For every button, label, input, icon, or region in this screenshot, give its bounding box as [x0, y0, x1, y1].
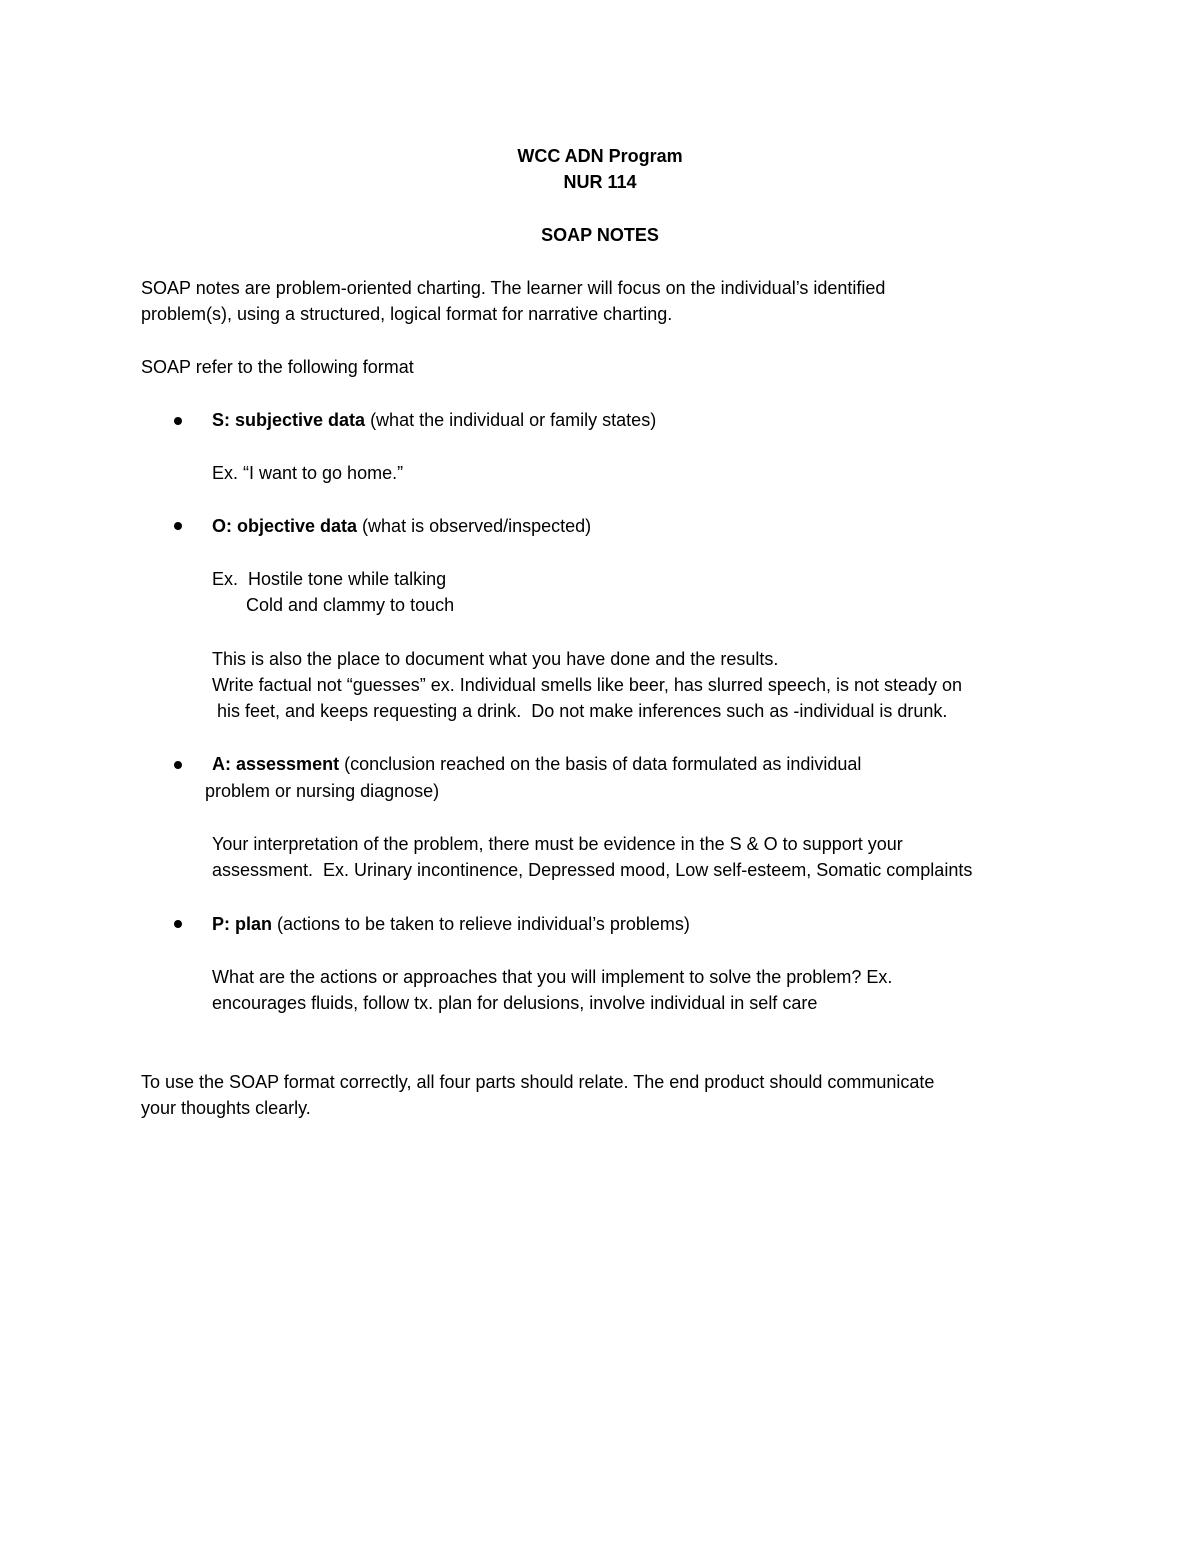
- document-title: SOAP NOTES: [541, 225, 659, 245]
- closing-line-2: your thoughts clearly.: [141, 1098, 311, 1118]
- section-p-note-2: encourages fluids, follow tx. plan for delusions, involve individual in self care: [212, 993, 818, 1013]
- intro-line-2: problem(s), using a structured, logical format for narrative charting.: [141, 304, 673, 324]
- bullet-s: [174, 417, 182, 425]
- closing-line-1: To use the SOAP format correctly, all four parts should relate. The end product should communicate: [141, 1072, 935, 1092]
- section-p-heading: [212, 911, 690, 937]
- section-a-desc-2: problem or nursing diagnose): [205, 781, 440, 801]
- bullet-a: [174, 761, 182, 769]
- section-o-desc: (what is observed/inspected): [357, 516, 592, 536]
- section-o-label: O: objective data: [212, 516, 358, 536]
- section-o-example-2: Cold and clammy to touch: [246, 595, 455, 615]
- section-a-note-1: Your interpretation of the problem, there must be evidence in the S & O to support your: [212, 834, 903, 854]
- section-o-example-1: Ex. Hostile tone while talking: [212, 569, 447, 589]
- section-p-desc: (actions to be taken to relieve individual’s problems): [272, 914, 690, 934]
- section-a-note-2: assessment. Ex. Urinary incontinence, Depressed mood, Low self-esteem, Somatic complaints: [212, 860, 973, 880]
- section-o-heading: [212, 513, 591, 539]
- section-a-desc: (conclusion reached on the basis of data formulated as individual: [339, 754, 862, 774]
- section-p-note-1: What are the actions or approaches that you will implement to solve the problem? Ex.: [212, 967, 893, 987]
- course-code: NUR 114: [563, 172, 637, 192]
- section-a-heading: [212, 751, 861, 777]
- section-s-heading: [212, 407, 656, 433]
- section-p-label: P: plan: [212, 914, 273, 934]
- section-a-label: A: assessment: [212, 754, 340, 774]
- section-s-example: Ex. “I want to go home.”: [212, 463, 404, 483]
- section-s-label: S: subjective data: [212, 410, 366, 430]
- intro-line-1: SOAP notes are problem-oriented charting. The learner will focus on the individual’s identified: [141, 278, 886, 298]
- section-o-note-2: Write factual not “guesses” ex. Individual smells like beer, has slurred speech, is not steady on: [212, 675, 963, 695]
- program-title: WCC ADN Program: [517, 146, 683, 166]
- section-o-note-1: This is also the place to document what you have done and the results.: [212, 649, 779, 669]
- section-s-desc: (what the individual or family states): [365, 410, 657, 430]
- section-o-note-3: his feet, and keeps requesting a drink. Do not make inferences such as -individual is drunk.: [212, 701, 948, 721]
- bullet-p: [174, 920, 182, 928]
- format-intro: SOAP refer to the following format: [141, 357, 414, 377]
- bullet-o: [174, 522, 182, 530]
